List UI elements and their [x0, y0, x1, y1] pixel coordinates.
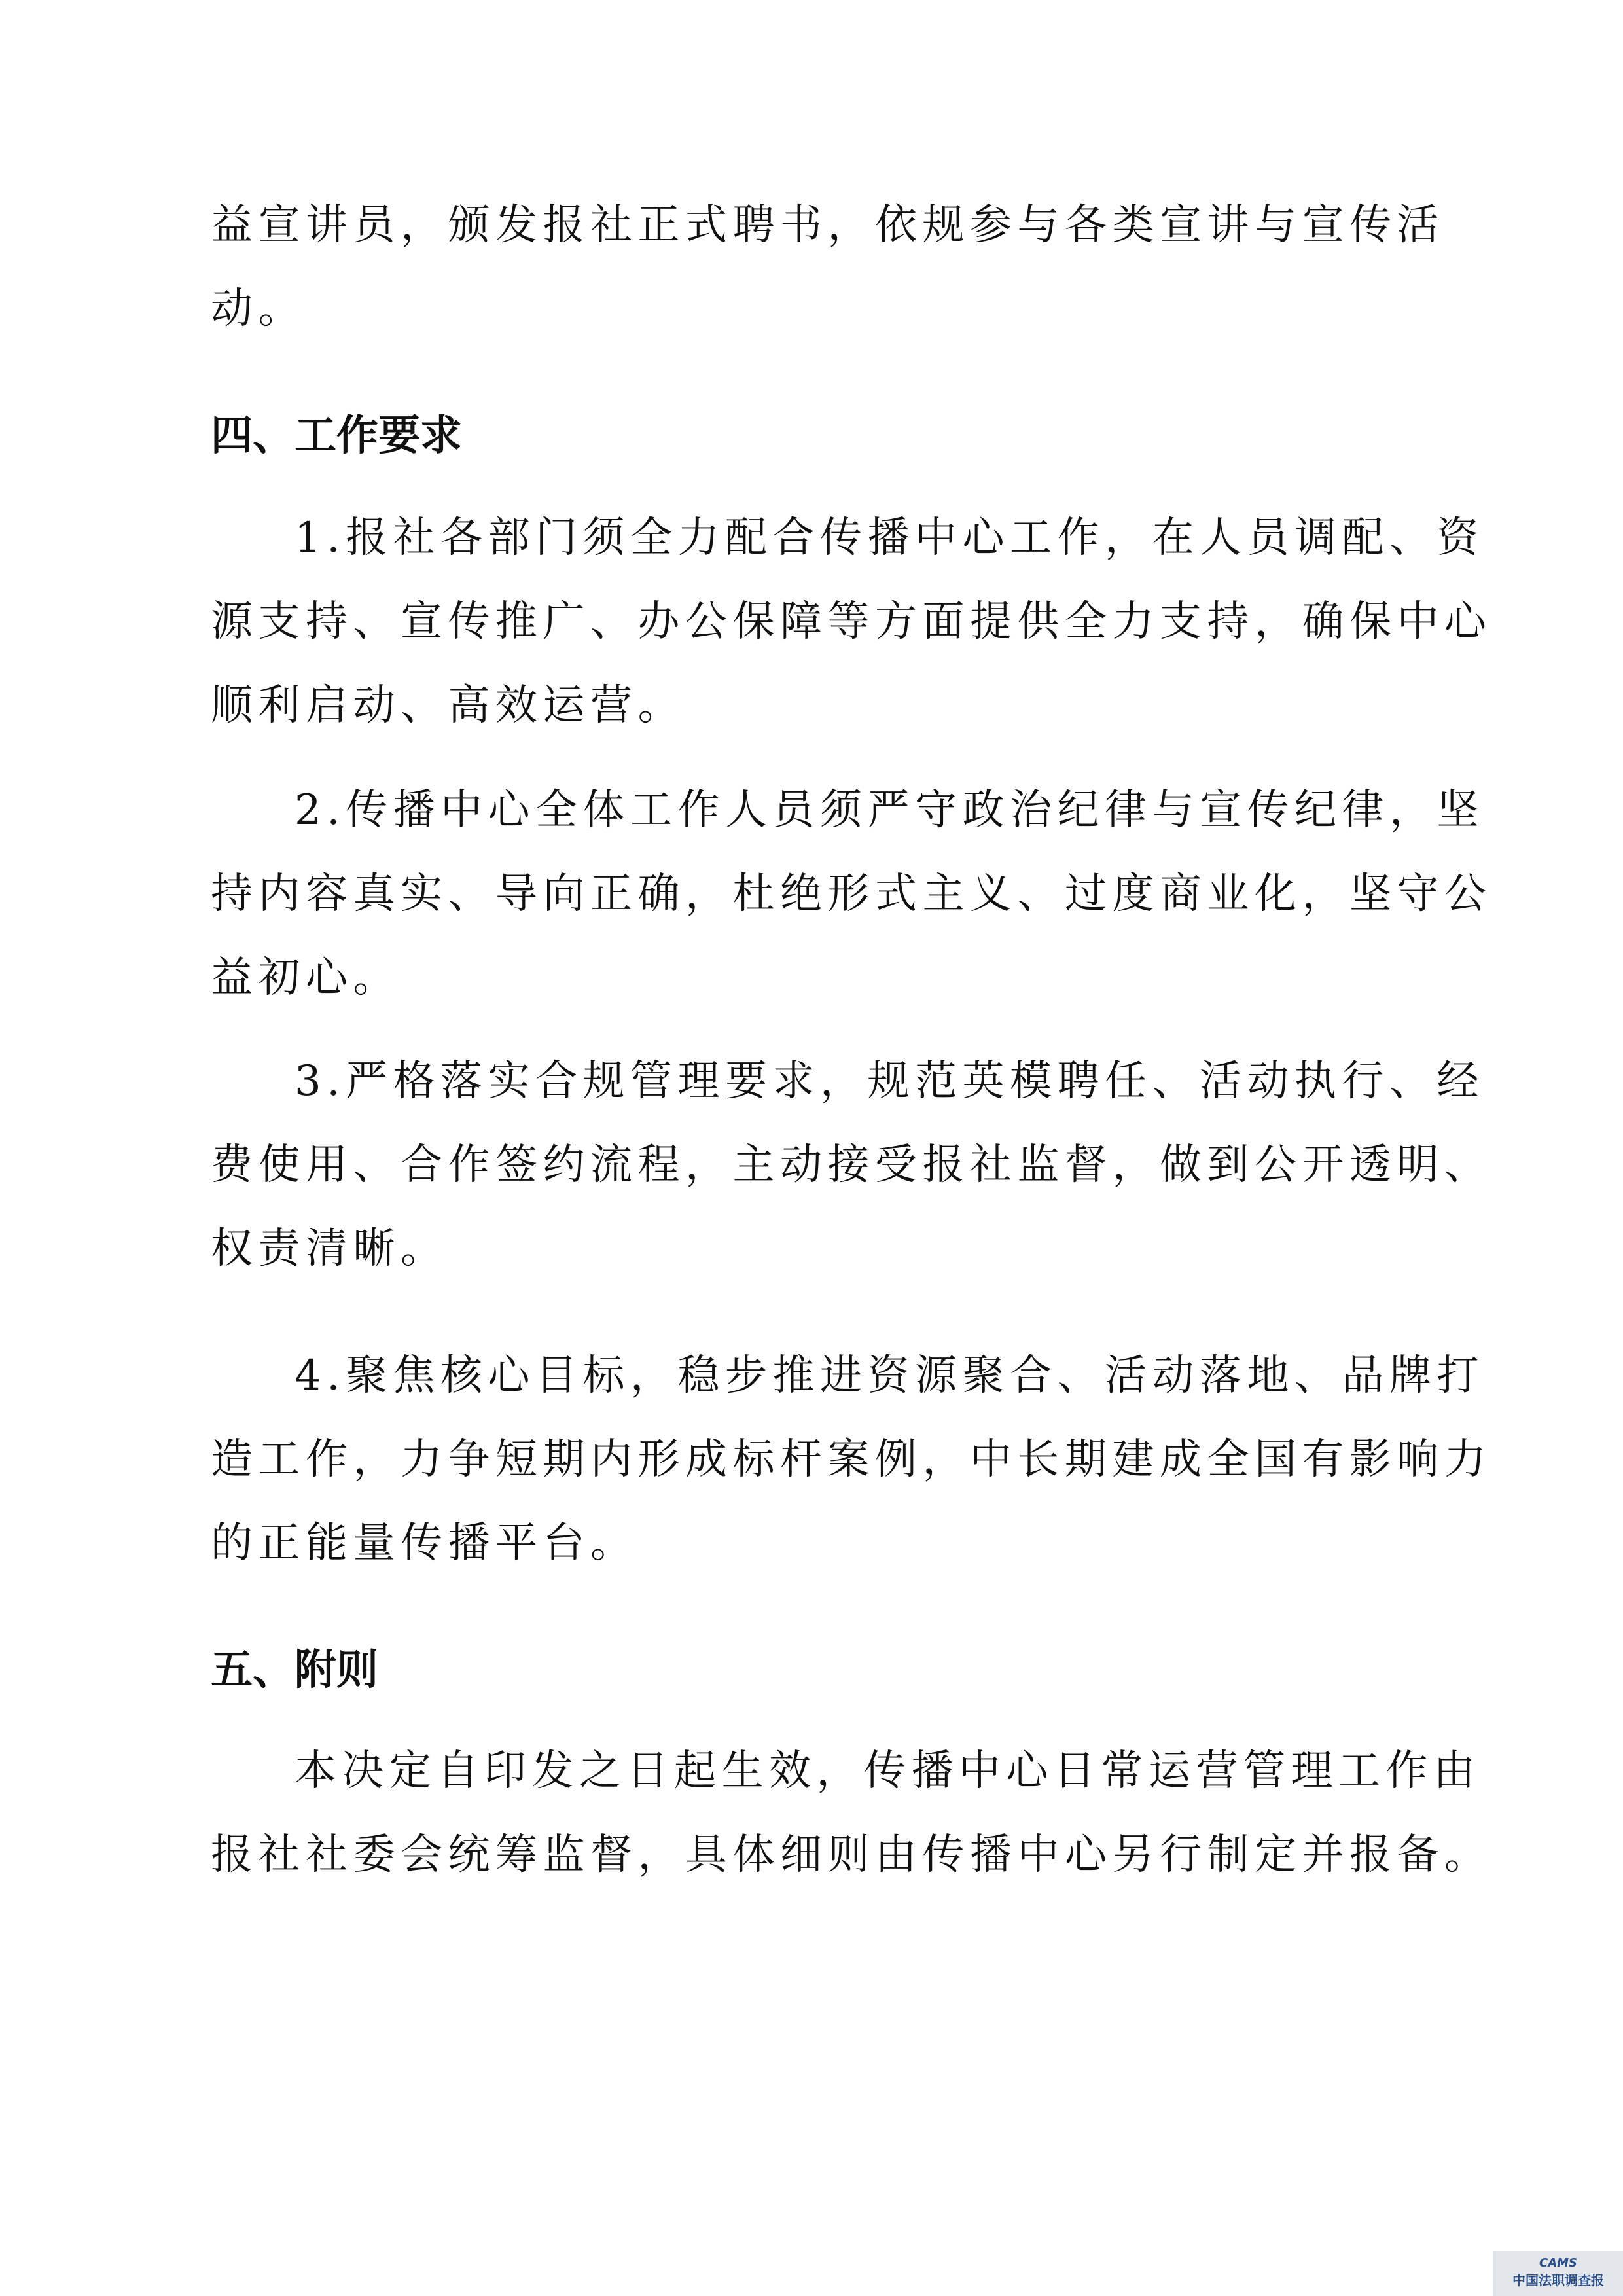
watermark-logo	[1493, 2251, 1623, 2296]
intro-line-1: 益宣讲员，颁发报社正式聘书，依规参与各类宣讲与宣传活	[211, 201, 1444, 249]
paragraph-line: 3.严格落实合规管理要求，规范英模聘任、活动执行、经	[294, 1057, 1485, 1105]
paragraph-line: 4.聚焦核心目标，稳步推进资源聚合、活动落地、品牌打	[294, 1352, 1485, 1400]
logo-mark: CAMS	[1539, 2256, 1578, 2270]
paragraph-line: 权责清晰。	[211, 1225, 448, 1273]
paragraph-line: 持内容真实、导向正确，杜绝形式主义、过度商业化，坚守公	[211, 870, 1492, 918]
paragraph-line: 2.传播中心全体工作人员须严守政治纪律与宣传纪律，坚	[294, 786, 1485, 834]
section-4-heading: 四、工作要求	[211, 412, 462, 460]
paragraph-line: 报社社委会统筹监督，具体细则由传播中心另行制定并报备。	[211, 1831, 1492, 1879]
paragraph-line: 本决定自印发之日起生效，传播中心日常运营管理工作由	[294, 1747, 1481, 1795]
paragraph-line: 益初心。	[211, 954, 401, 1002]
paragraph-line: 费使用、合作签约流程，主动接受报社监督，做到公开透明、	[211, 1141, 1492, 1189]
paragraph-line: 1.报社各部门须全力配合传播中心工作，在人员调配、资	[294, 514, 1485, 562]
paragraph-line: 源支持、宣传推广、办公保障等方面提供全力支持，确保中心	[211, 598, 1492, 646]
paragraph-line: 的正能量传播平台。	[211, 1519, 638, 1568]
paragraph-line: 顺利启动、高效运营。	[211, 681, 685, 730]
section-5-heading: 五、附则	[211, 1646, 378, 1695]
paragraph-line: 造工作，力争短期内形成标杆案例，中长期建成全国有影响力	[211, 1435, 1492, 1484]
intro-line-2: 动。	[211, 285, 306, 333]
logo-text: 中国法职调查报	[1512, 2272, 1604, 2288]
